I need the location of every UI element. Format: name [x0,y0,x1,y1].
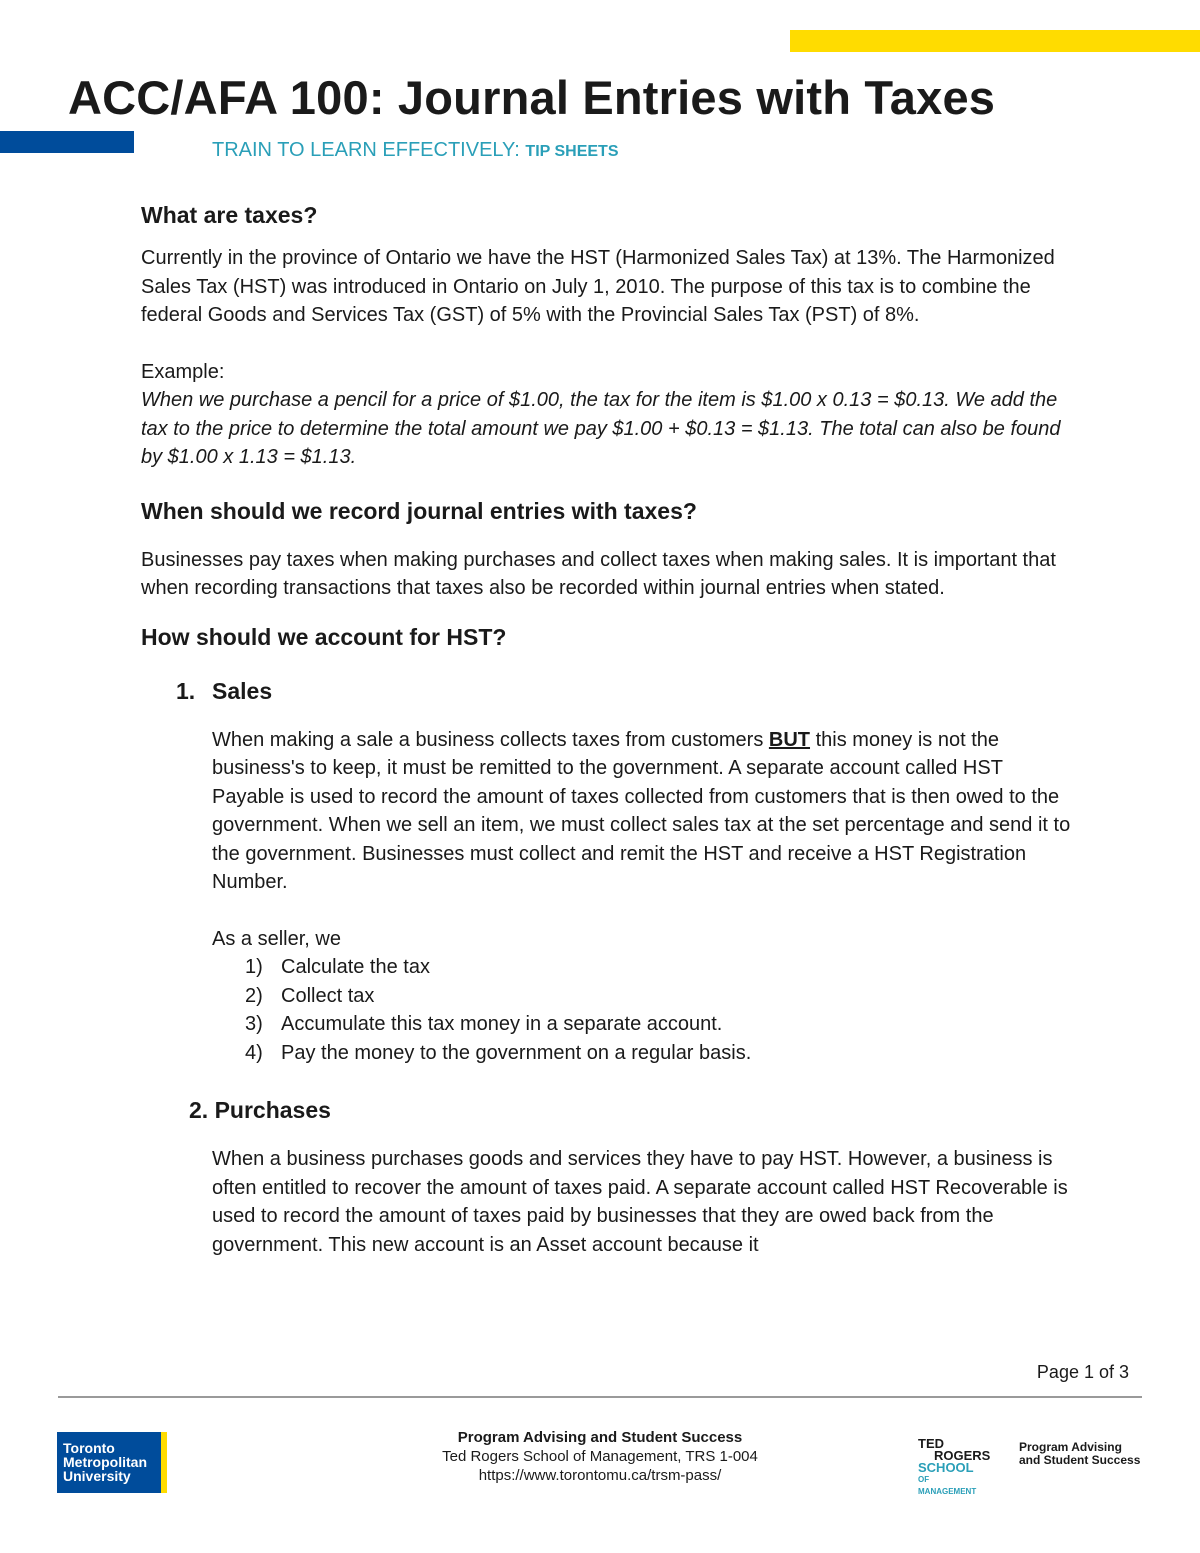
subtitle-small: TIP SHEETS [525,143,619,160]
subtitle-main: TRAIN TO LEARN EFFECTIVELY: [212,139,520,161]
page-number: Page 1 of 3 [1036,1362,1129,1382]
sales-text-after: this money is not the business's to keep, it must be remitted to the government. A separate account called HST Payable is used to record the amount of taxes collected from customers that is then owed to the government. When we sell an item, we must collect sales tax at the set percentage and send it to the government. Businesses must collect and remit the HST and receive a HST Registration Number. [212,728,1071,893]
seller-intro: As a seller, we [212,927,341,950]
footer-org: Program Advising and Student Success [457,1429,743,1446]
document-title: ACC/AFA 100: Journal Entries with Taxes [68,71,996,124]
purchases-heading: 2. Purchases [189,1097,331,1123]
tmu-logo-stripe [161,1432,167,1493]
list-item: 1) Calculate the tax [245,956,430,978]
sales-heading [141,674,1071,708]
heading-when-record: When should we record journal entries with taxes? [141,497,697,524]
blue-accent-bar [0,131,134,153]
sales-title: Sales [212,677,273,704]
heading-what-are-taxes: What are taxes? [141,202,318,228]
when-record-paragraph: Businesses pay taxes when making purchases and collect taxes when making sales. It is important that when recording transactions that taxes also be recorded within journal entries when stated. [141,548,1056,599]
list-item: 3) Accumulate this tax money in a separate account. [245,1013,723,1035]
seller-steps [245,953,1071,1067]
example-text: When we purchase a pencil for a price of $1.00, the tax for the item is $1.00 x 0.13 = $0.13. We add the tax to the price to determine the total amount we pay $1.00 + $0.13 = $1.13. The total can also be found by $1.00 x 1.13 = $1.13. [141,389,1061,468]
footer-divider [58,1396,1142,1398]
purchases-paragraph: When a business purchases goods and services they have to pay HST. However, a business is often entitled to recover the amount of taxes paid. A separate account called HST Recoverable is used to record the amount of taxes paid by businesses that they are owed back from the government. This new account is an Asset account because it [212,1148,1068,1256]
tmu-logo [57,1432,167,1493]
example-label: Example: [141,360,225,383]
tmu-logo-box: Toronto Metropolitan University [57,1432,161,1493]
sales-text-before: When making a sale a business collects taxes from customers [212,728,769,751]
footer-contact [400,1428,800,1485]
footer-address: Ted Rogers School of Management, TRS 1-004 [442,1448,758,1465]
list-item: 2) Collect tax [245,984,375,1007]
yellow-accent-bar [790,30,1200,52]
sales-number: 1. [176,677,196,704]
heading-account-hst: How should we account for HST? [141,623,507,650]
pass-logo: Program Advising and Student Success [1019,1440,1141,1467]
trs-logo: TED ROGERS SCHOOL OF MANAGEMENT [918,1436,991,1496]
sales-paragraph [141,726,1071,897]
main-content [141,198,1071,1259]
sales-emphasis: BUT [768,728,811,751]
footer-url[interactable]: https://www.torontomu.ca/trsm-pass/ [478,1467,722,1484]
list-item: 4) Pay the money to the government on a regular basis. [245,1041,752,1064]
subtitle [212,136,618,167]
taxes-paragraph: Currently in the province of Ontario we have the HST (Harmonized Sales Tax) at 13%. The Harmonized Sales Tax (HST) was introduced in Ontario on July 1, 2010. The purpose of this tax is to combine the federal Goods and Services Tax (GST) of 5% with the Provincial Sales Tax (PST) of 8%. [141,247,1055,326]
